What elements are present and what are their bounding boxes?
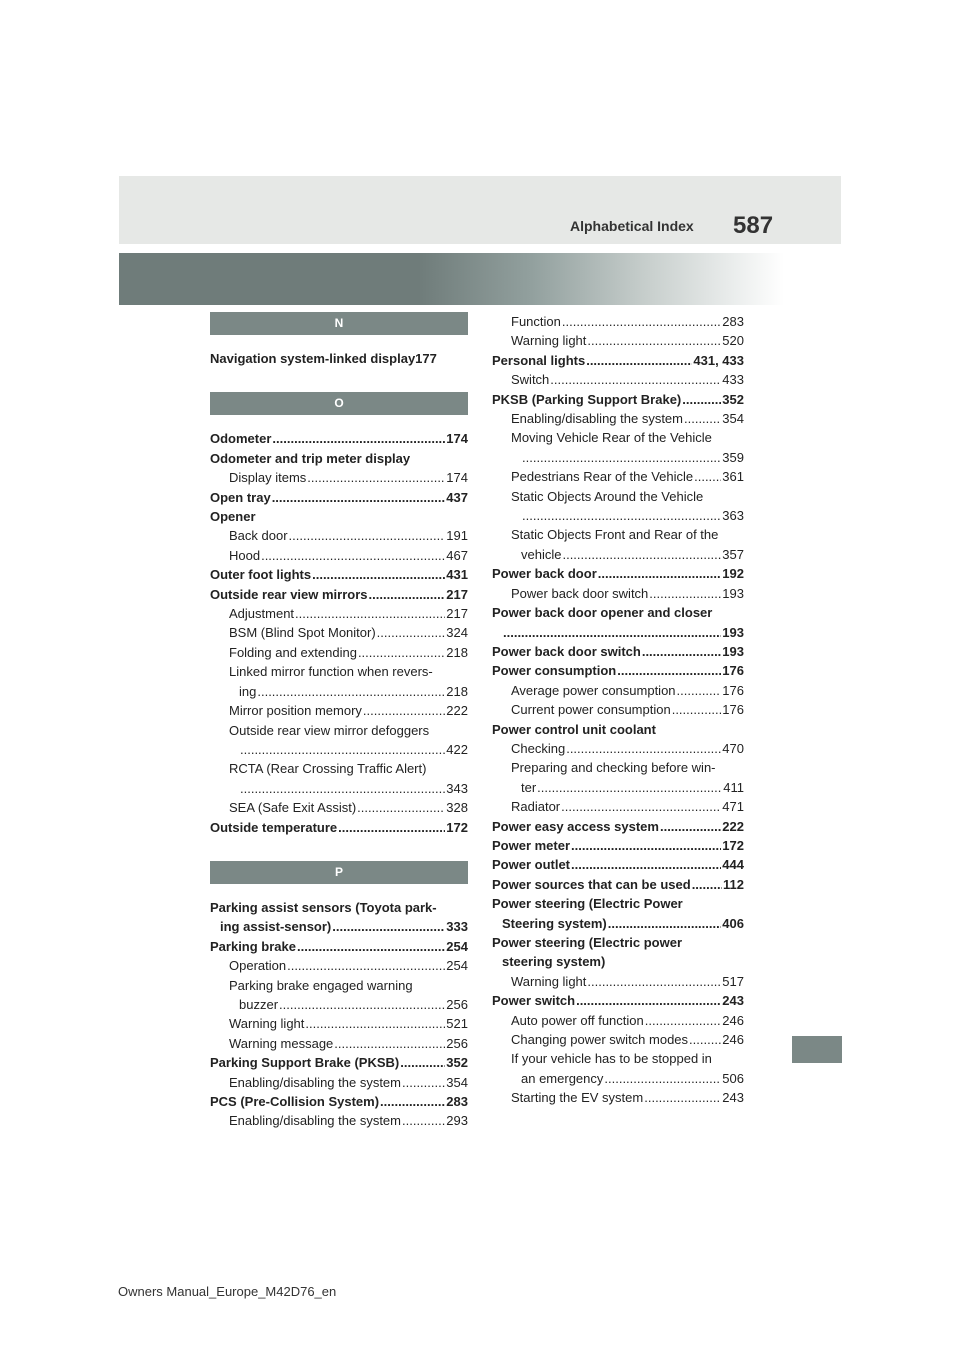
index-entry-text: Display items — [229, 470, 307, 486]
index-entry-page: 433 — [722, 372, 744, 388]
index-entry — [492, 778, 744, 797]
index-entry — [492, 642, 744, 661]
page-number: 587 — [733, 212, 774, 239]
index-entry-text: Enabling/disabling the system — [511, 411, 683, 427]
index-entry-page: 254 — [446, 958, 468, 974]
letter-heading: N — [210, 312, 468, 335]
index-entry — [492, 623, 744, 642]
dot-leader — [338, 818, 445, 837]
index-entry — [492, 952, 744, 971]
dot-leader — [587, 972, 721, 991]
index-entry-text: Parking assist sensors (Toyota park- — [210, 899, 437, 915]
index-entry-page: 218 — [446, 644, 468, 660]
dot-leader — [694, 467, 721, 486]
index-entry-page: 470 — [722, 740, 744, 756]
index-entry-text: Power outlet — [492, 857, 571, 873]
index-entry-text: Power easy access system — [492, 818, 659, 834]
dot-leader — [287, 956, 445, 975]
index-entry-page: 431, 433 — [693, 352, 744, 368]
index-entry-page: 172 — [722, 837, 744, 853]
index-entry-page: 191 — [446, 528, 468, 544]
index-entry — [210, 701, 468, 720]
index-entry-text: PCS (Pre-Collision System) — [210, 1094, 380, 1109]
dot-leader — [332, 917, 445, 936]
index-entry-text: Power steering (Electric power — [492, 935, 683, 950]
index-entry-text: Operation — [229, 958, 287, 974]
index-entry — [210, 937, 468, 956]
index-entry-text: Power steering (Electric Power — [492, 896, 683, 912]
index-entry-text: Warning message — [229, 1035, 334, 1051]
section-gap — [210, 884, 468, 898]
index-entry — [210, 1034, 468, 1053]
index-entry-page: 283 — [722, 314, 744, 329]
index-entry-text: Mirror position memory — [229, 703, 362, 719]
section-gap — [210, 368, 468, 392]
index-entry-text: SEA (Safe Exit Assist) — [229, 800, 357, 816]
index-entry — [492, 933, 744, 952]
index-entry — [492, 1049, 744, 1068]
index-entry-text: Parking Support Brake (PKSB) — [210, 1055, 400, 1071]
index-entry — [210, 898, 468, 917]
index-entry-page: 293 — [446, 1113, 468, 1129]
index-entry-text: Outer foot lights — [210, 567, 312, 583]
index-entry — [210, 1111, 468, 1130]
index-entry-page: 422 — [446, 741, 468, 757]
dot-leader — [363, 701, 445, 720]
index-entry — [492, 972, 744, 991]
dot-leader — [586, 351, 692, 370]
dot-leader — [377, 623, 446, 642]
index-entry — [492, 564, 744, 583]
dot-leader — [692, 875, 722, 894]
index-entry-text: Opener — [210, 509, 256, 525]
index-entry-text: buzzer — [239, 996, 279, 1012]
index-entry — [492, 836, 744, 855]
dot-leader — [562, 312, 721, 331]
index-entry-text: Preparing and checking before win- — [511, 760, 716, 776]
index-entry — [492, 875, 744, 894]
index-entry-page: 246 — [722, 1032, 744, 1048]
index-entry — [210, 507, 468, 526]
index-entry-text: Changing power switch modes — [511, 1032, 689, 1048]
index-entry-text: an emergency — [521, 1070, 604, 1086]
dot-leader — [402, 1111, 445, 1130]
index-entry-text: Power back door opener and closer — [492, 605, 713, 621]
index-entry-page: 437 — [446, 489, 468, 505]
index-entry-page: 176 — [722, 682, 744, 698]
dot-leader — [297, 937, 445, 956]
index-entry-text: Enabling/disabling the system — [229, 1074, 401, 1090]
index-entry-text: Outside rear view mirror defoggers — [229, 722, 430, 738]
index-entry-text: Odometer and trip meter display — [210, 450, 411, 466]
dot-leader — [566, 739, 721, 758]
index-entry-text: Folding and extending — [229, 644, 357, 660]
index-entry — [492, 584, 744, 603]
dot-leader — [682, 390, 721, 409]
index-column-right — [492, 312, 744, 1108]
index-entry — [210, 759, 468, 778]
dot-leader — [604, 1069, 721, 1088]
index-entry-text: Power control unit coolant — [492, 721, 656, 737]
index-entry-text: steering system) — [502, 954, 606, 970]
index-entry-text: Starting the EV system — [511, 1090, 644, 1106]
index-entry — [492, 370, 744, 389]
index-entry — [210, 956, 468, 975]
index-entry — [492, 914, 744, 933]
index-entry-page: 444 — [722, 857, 744, 873]
index-entry-page: 176 — [722, 702, 744, 718]
dot-leader — [522, 506, 721, 525]
index-entry-page: 254 — [446, 938, 468, 954]
index-entry — [492, 661, 744, 680]
index-entry — [210, 917, 468, 936]
index-entry — [492, 855, 744, 874]
index-entry-page: 506 — [722, 1070, 744, 1086]
index-entry — [492, 991, 744, 1010]
index-entry-page: 520 — [722, 333, 744, 349]
dot-leader — [571, 855, 721, 874]
index-entry-text: Enabling/disabling the system — [229, 1113, 401, 1129]
dot-leader — [289, 526, 446, 545]
index-entry — [210, 662, 468, 681]
dot-leader — [562, 545, 721, 564]
dot-leader — [649, 584, 721, 603]
dot-leader — [257, 682, 445, 701]
index-entry-page: 517 — [722, 973, 744, 989]
index-entry — [492, 1030, 744, 1049]
dot-leader — [295, 604, 445, 623]
index-entry-text: Static Objects Front and Rear of the — [511, 527, 719, 543]
index-entry-page: 343 — [446, 780, 468, 796]
index-entry-page: 243 — [722, 993, 744, 1009]
index-entry-text: ter — [521, 779, 537, 795]
index-entry — [210, 349, 468, 368]
index-entry-page: 246 — [722, 1012, 744, 1028]
index-entry-page: 363 — [722, 508, 744, 524]
dot-leader — [660, 817, 721, 836]
section-gap — [210, 837, 468, 861]
index-entry-page: 283 — [446, 1094, 468, 1109]
index-entry — [492, 351, 744, 370]
dot-leader — [305, 1014, 445, 1033]
index-entry — [210, 429, 468, 448]
index-entry-text: Function — [511, 314, 561, 329]
index-entry — [210, 623, 468, 642]
dot-leader — [279, 995, 445, 1014]
dot-leader — [672, 700, 722, 719]
index-entry-text: Navigation system-linked display177 — [210, 351, 437, 366]
index-entry — [492, 409, 744, 428]
index-entry — [210, 488, 468, 507]
dot-leader — [261, 546, 445, 565]
index-entry-text: Power meter — [492, 837, 571, 853]
dot-leader — [571, 836, 721, 855]
dot-leader — [645, 1011, 722, 1030]
index-entry-text: Warning light — [511, 333, 587, 349]
index-entry-text: Pedestrians Rear of the Vehicle — [511, 469, 694, 485]
index-entry-text: Hood — [229, 547, 261, 563]
dot-leader — [312, 565, 445, 584]
letter-heading: O — [210, 392, 468, 415]
index-entry — [492, 1011, 744, 1030]
index-entry-page: 218 — [446, 683, 468, 699]
index-entry-text: ing — [239, 683, 257, 699]
index-entry — [210, 995, 468, 1014]
index-entry-text: Power back door switch — [511, 585, 649, 601]
index-entry — [492, 545, 744, 564]
index-entry-page: 222 — [446, 703, 468, 719]
index-entry-page: 333 — [446, 919, 468, 935]
index-entry — [210, 449, 468, 468]
index-entry-text: Parking brake — [210, 938, 296, 954]
index-entry-text: Current power consumption — [511, 702, 671, 718]
index-entry-text: Power sources that can be used — [492, 876, 691, 892]
index-entry-text: Parking brake engaged warning — [229, 977, 413, 993]
index-entry — [492, 894, 744, 913]
dot-leader — [677, 681, 722, 700]
dot-leader — [576, 991, 721, 1010]
dot-leader — [400, 1053, 445, 1072]
dot-leader — [272, 488, 446, 507]
index-entry — [210, 818, 468, 837]
index-entry-text: Power back door — [492, 566, 597, 582]
index-entry-text: Linked mirror function when revers- — [229, 664, 433, 680]
index-entry — [492, 700, 744, 719]
index-entry — [492, 1088, 744, 1107]
index-entry — [210, 976, 468, 995]
dot-leader — [642, 642, 721, 661]
index-entry-page: 411 — [723, 779, 744, 795]
index-entry — [210, 1073, 468, 1092]
index-entry-text: Outside temperature — [210, 819, 338, 835]
dot-leader — [240, 779, 445, 798]
index-entry — [210, 740, 468, 759]
index-entry-text: ing assist-sensor) — [220, 919, 332, 935]
index-entry — [210, 526, 468, 545]
index-entry — [492, 681, 744, 700]
index-entry-page: 352 — [446, 1055, 468, 1071]
dot-leader — [334, 1034, 445, 1053]
index-entry-text: Power consumption — [492, 663, 617, 679]
index-entry-text: Radiator — [511, 799, 561, 815]
index-entry — [210, 468, 468, 487]
index-entry-page: 352 — [722, 391, 744, 407]
dot-leader — [608, 914, 722, 933]
index-entry-text: Average power consumption — [511, 682, 676, 698]
chapter-band — [119, 253, 784, 305]
index-entry-page: 222 — [722, 818, 744, 834]
dot-leader — [402, 1073, 445, 1092]
index-entry-text: Personal lights — [492, 352, 586, 368]
index-entry-text: Outside rear view mirrors — [210, 586, 368, 602]
index-entry — [210, 721, 468, 740]
index-entry-page: 256 — [446, 996, 468, 1012]
index-entry-page: 174 — [446, 431, 468, 447]
index-entry-text: PKSB (Parking Support Brake) — [492, 391, 682, 407]
index-entry-page: 172 — [446, 819, 468, 835]
index-entry — [210, 565, 468, 584]
index-entry — [492, 797, 744, 816]
index-entry — [210, 1053, 468, 1072]
index-entry-page: 431 — [446, 567, 468, 583]
section-gap — [210, 335, 468, 349]
dot-leader — [307, 468, 445, 487]
index-entry-text: Auto power off function — [511, 1012, 644, 1028]
index-entry-page: 217 — [446, 606, 468, 622]
index-entry-page: 112 — [723, 876, 744, 892]
index-entry-page: 328 — [446, 800, 468, 816]
index-entry-page: 324 — [446, 625, 468, 641]
dot-leader — [272, 429, 445, 448]
index-entry — [210, 585, 468, 604]
letter-heading: P — [210, 861, 468, 884]
index-entry — [492, 525, 744, 544]
index-entry-text: Static Objects Around the Vehicle — [511, 488, 704, 504]
index-entry — [492, 390, 744, 409]
dot-leader — [503, 623, 721, 642]
index-entry-page: 217 — [446, 586, 468, 602]
dot-leader — [689, 1030, 721, 1049]
index-entry-page: 361 — [722, 469, 744, 485]
index-entry-text: Power switch — [492, 993, 576, 1009]
index-entry — [492, 1069, 744, 1088]
dot-leader — [684, 409, 721, 428]
index-entry — [492, 720, 744, 739]
index-entry-text: vehicle — [521, 546, 562, 562]
index-entry-text: Steering system) — [502, 915, 607, 931]
index-entry-text: Checking — [511, 740, 566, 756]
section-title: Alphabetical Index — [570, 218, 694, 234]
index-entry — [492, 448, 744, 467]
index-entry-text: Open tray — [210, 489, 271, 505]
index-entry-page: 174 — [446, 470, 468, 486]
dot-leader — [598, 564, 722, 583]
index-entry-text: Warning light — [511, 973, 587, 989]
index-entry-page: 521 — [446, 1016, 468, 1032]
index-entry-page: 256 — [446, 1035, 468, 1051]
dot-leader — [617, 661, 721, 680]
dot-leader — [369, 585, 446, 604]
index-entry-text: Back door — [229, 528, 288, 544]
index-entry-page: 354 — [446, 1074, 468, 1090]
dot-leader — [537, 778, 722, 797]
index-entry — [210, 643, 468, 662]
index-entry — [492, 467, 744, 486]
index-entry — [492, 758, 744, 777]
index-entry — [210, 682, 468, 701]
dot-leader — [561, 797, 721, 816]
index-entry — [210, 1092, 468, 1111]
dot-leader — [522, 448, 721, 467]
dot-leader — [550, 370, 721, 389]
index-entry — [492, 817, 744, 836]
dot-leader — [357, 798, 445, 817]
index-entry — [210, 1014, 468, 1033]
index-entry-page: 467 — [446, 547, 468, 563]
index-entry-page: 359 — [722, 449, 744, 465]
index-entry-page: 193 — [722, 643, 744, 659]
index-entry — [210, 604, 468, 623]
index-entry-page: 471 — [722, 799, 744, 815]
index-entry-page: 193 — [722, 585, 744, 601]
index-entry-page: 357 — [722, 546, 744, 562]
index-entry — [210, 779, 468, 798]
index-entry — [492, 312, 744, 331]
dot-leader — [240, 740, 445, 759]
index-entry-text: If your vehicle has to be stopped in — [511, 1051, 712, 1067]
index-entry-page: 406 — [722, 915, 744, 931]
index-entry-text: Adjustment — [229, 606, 295, 622]
index-entry — [492, 739, 744, 758]
index-entry-text: BSM (Blind Spot Monitor) — [229, 625, 376, 641]
index-entry-page: 354 — [722, 411, 744, 427]
index-entry-page: 176 — [722, 663, 744, 679]
index-entry — [492, 506, 744, 525]
index-entry-text: Switch — [511, 372, 550, 388]
footer-text: Owners Manual_Europe_M42D76_en — [118, 1284, 337, 1299]
index-entry — [210, 546, 468, 565]
index-entry-page: 193 — [722, 624, 744, 640]
dot-leader — [587, 331, 721, 350]
index-entry-page: 243 — [722, 1090, 744, 1106]
index-entry-text: Moving Vehicle Rear of the Vehicle — [511, 430, 712, 446]
index-entry — [210, 798, 468, 817]
dot-leader — [358, 643, 445, 662]
thumb-index-tab — [792, 1036, 842, 1063]
dot-leader — [644, 1088, 721, 1107]
index-entry-page: 192 — [722, 566, 744, 582]
section-gap — [210, 415, 468, 429]
index-entry-text: RCTA (Rear Crossing Traffic Alert) — [229, 761, 427, 777]
index-entry — [492, 603, 744, 622]
dot-leader — [380, 1092, 445, 1111]
index-entry-text: Warning light — [229, 1016, 305, 1032]
index-column-left — [210, 312, 468, 1131]
index-entry-text: Odometer — [210, 431, 272, 447]
index-entry — [492, 331, 744, 350]
index-entry — [492, 487, 744, 506]
index-entry — [492, 428, 744, 447]
index-entry-text: Power back door switch — [492, 643, 641, 659]
